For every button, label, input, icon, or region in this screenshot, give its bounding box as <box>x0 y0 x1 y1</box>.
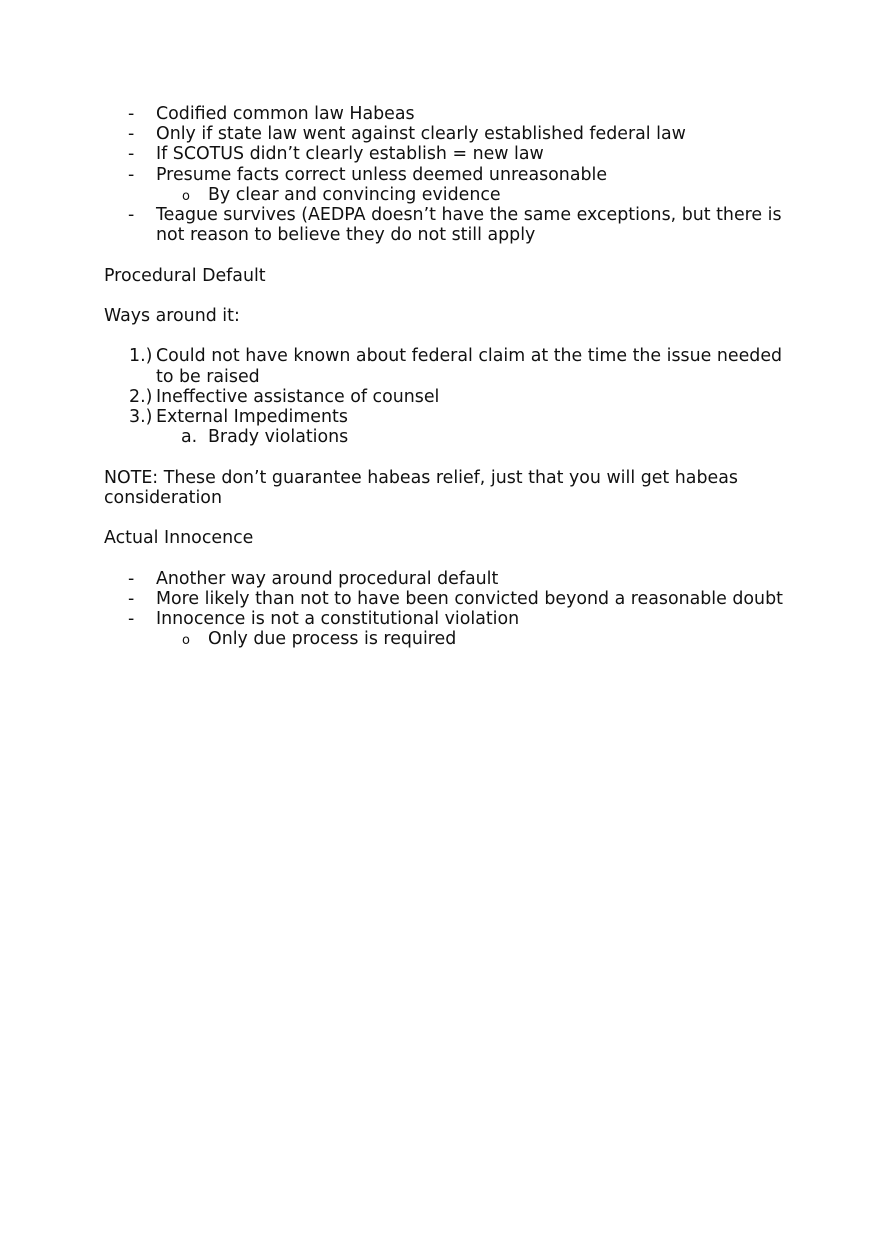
dash-bullet: - <box>128 164 135 185</box>
list-item-text: Ineffective assistance of counsel <box>156 386 440 407</box>
list-number: 3.) <box>129 407 153 427</box>
blank-line <box>104 286 784 306</box>
list-item-text: Teague survives (AEDPA doesn’t have the same exceptions, but there is not reason to believe they do not still apply <box>156 205 782 246</box>
list-item-text: Innocence is not a constitutional violation <box>156 608 520 629</box>
list-item <box>104 589 784 609</box>
list-item <box>104 144 784 164</box>
list-item-text: Could not have known about federal claim at the time the issue needed to be raised <box>156 346 783 387</box>
list-number: 2.) <box>129 386 153 407</box>
dash-bullet: - <box>128 124 135 145</box>
blank-line <box>104 508 784 528</box>
circle-bullet-icon: o <box>182 188 190 204</box>
list-item <box>104 165 784 185</box>
list-item-text: Only due process is required <box>208 629 457 650</box>
list-item-text: Only if state law went against clearly established federal law <box>156 124 686 145</box>
dash-bullet: - <box>128 104 135 124</box>
sub-list-item <box>104 629 784 649</box>
numbered-list-item <box>104 346 784 386</box>
procedural-default-numbered-list <box>104 346 784 447</box>
blank-line <box>104 548 784 568</box>
lettered-sub-list-item <box>104 427 784 447</box>
dash-bullet: - <box>128 144 135 165</box>
dash-bullet: - <box>128 588 135 609</box>
list-item <box>104 569 784 589</box>
actual-innocence-bullet-list <box>104 569 784 650</box>
sub-list-item <box>104 185 784 205</box>
list-item-text: Another way around procedural default <box>156 568 499 589</box>
list-item <box>104 124 784 144</box>
list-number: 1.) <box>129 346 153 367</box>
list-item-text: External Impediments <box>156 407 348 427</box>
list-item <box>104 104 784 124</box>
dash-bullet: - <box>128 568 135 589</box>
numbered-list-item <box>104 387 784 407</box>
list-item-text: By clear and convincing evidence <box>208 184 501 205</box>
blank-line <box>104 245 784 265</box>
list-item-text: More likely than not to have been convicted beyond a reasonable doubt <box>156 588 783 609</box>
blank-line <box>104 447 784 467</box>
list-item-text: Codified common law Habeas <box>156 104 415 124</box>
list-item <box>104 609 784 629</box>
list-letter: a. <box>181 427 198 448</box>
document-body <box>104 104 784 649</box>
list-item-text: Brady violations <box>208 427 349 448</box>
circle-bullet-icon: o <box>182 633 190 649</box>
dash-bullet: - <box>128 205 135 226</box>
list-item-text: Presume facts correct unless deemed unreasonable <box>156 164 608 185</box>
numbered-list-item <box>104 407 784 427</box>
blank-line <box>104 326 784 346</box>
list-item-text: If SCOTUS didn’t clearly establish = new law <box>156 144 544 165</box>
section-heading-procedural-default: Procedural Default <box>104 265 266 286</box>
dash-bullet: - <box>128 608 135 629</box>
list-item <box>104 205 784 245</box>
section-heading-actual-innocence: Actual Innocence <box>104 528 254 549</box>
habeas-bullet-list <box>104 104 784 245</box>
note-paragraph: NOTE: These don’t guarantee habeas relief, just that you will get habeas consideration <box>104 467 738 508</box>
ways-around-intro: Ways around it: <box>104 306 240 326</box>
